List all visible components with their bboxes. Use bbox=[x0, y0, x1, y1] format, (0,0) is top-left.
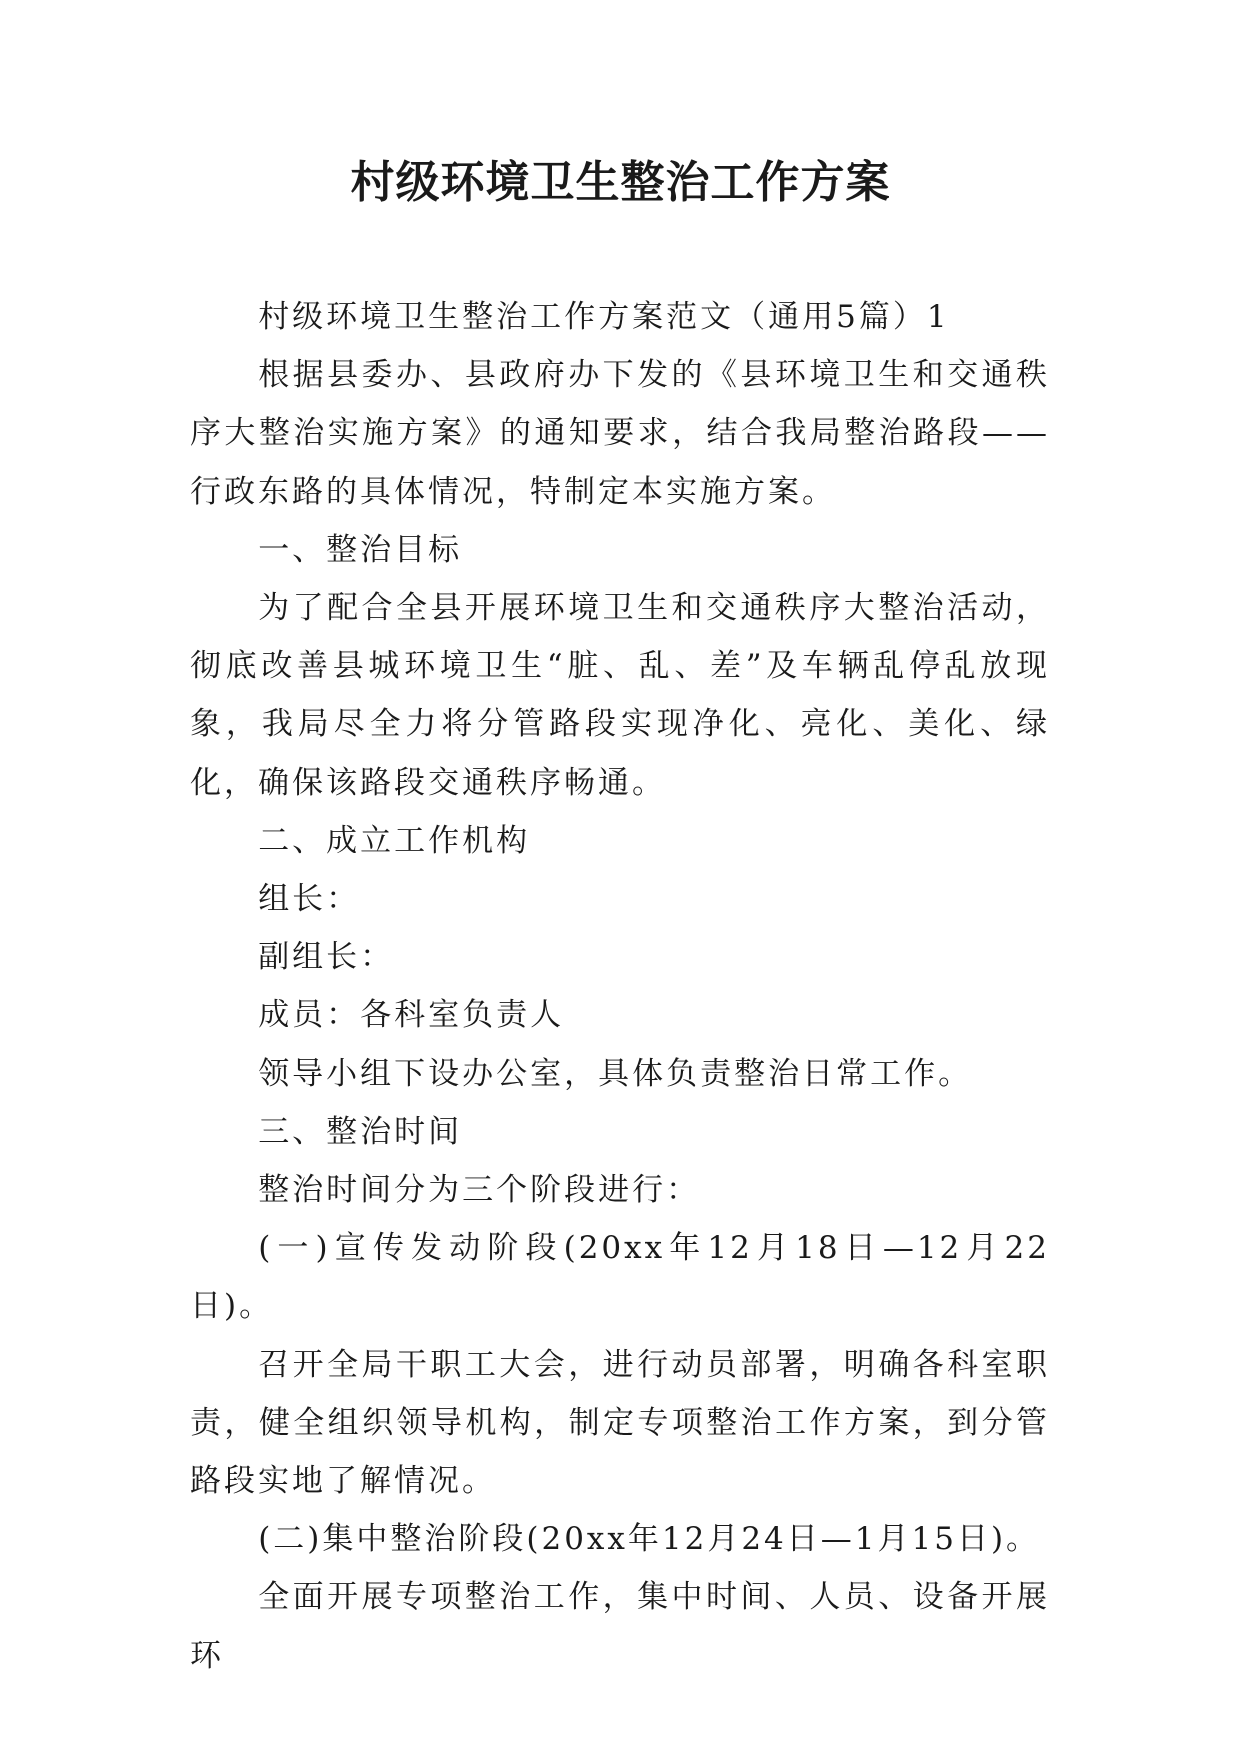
paragraph-phase-two-heading: (二)集中整治阶段(20xx年12月24日—1月15日)。 bbox=[258, 1521, 1041, 1558]
section-heading-timeline: 三、整治时间 bbox=[258, 1113, 463, 1150]
paragraph-members: 成员：各科室负责人 bbox=[258, 997, 565, 1034]
paragraph-office: 领导小组下设办公室，具体负责整治日常工作。 bbox=[258, 1055, 973, 1092]
paragraph-phase-two: 全面开展专项整治工作，集中时间、人员、设备开展环 bbox=[190, 1579, 1050, 1674]
paragraph-background: 根据县委办、县政府办下发的《县环境卫生和交通秩序大整治实施方案》的通知要求，结合我局整治路段——行政东路的具体情况，特制定本实施方案。 bbox=[190, 357, 1050, 510]
document-body bbox=[190, 288, 1050, 1685]
paragraph-goals: 为了配合全县开展环境卫生和交通秩序大整治活动，彻底改善县城环境卫生“脏、乱、差”及车辆乱停乱放现象，我局尽全力将分管路段实现净化、亮化、美化、绿化，确保该路段交通秩序畅通。 bbox=[190, 590, 1050, 801]
section-heading-organization: 二、成立工作机构 bbox=[258, 822, 531, 859]
paragraph-leader: 组长： bbox=[258, 881, 361, 918]
paragraph-phase-one: 召开全局干职工大会，进行动员部署，明确各科室职责，健全组织领导机构，制定专项整治工作方案，到分管路段实地了解情况。 bbox=[190, 1346, 1050, 1500]
paragraph-deputy-leader: 副组长： bbox=[258, 939, 395, 976]
section-heading-goals: 一、整治目标 bbox=[258, 531, 463, 568]
document-title: 村级环境卫生整治工作方案 bbox=[350, 157, 891, 208]
paragraph-heading-intro: 村级环境卫生整治工作方案范文（通用5篇）1 bbox=[258, 299, 950, 335]
paragraph-timeline-intro: 整治时间分为三个阶段进行： bbox=[258, 1172, 701, 1209]
paragraph-phase-one-heading: (一)宣传发动阶段(20xx年12月18日—12月22日)。 bbox=[190, 1230, 1050, 1325]
